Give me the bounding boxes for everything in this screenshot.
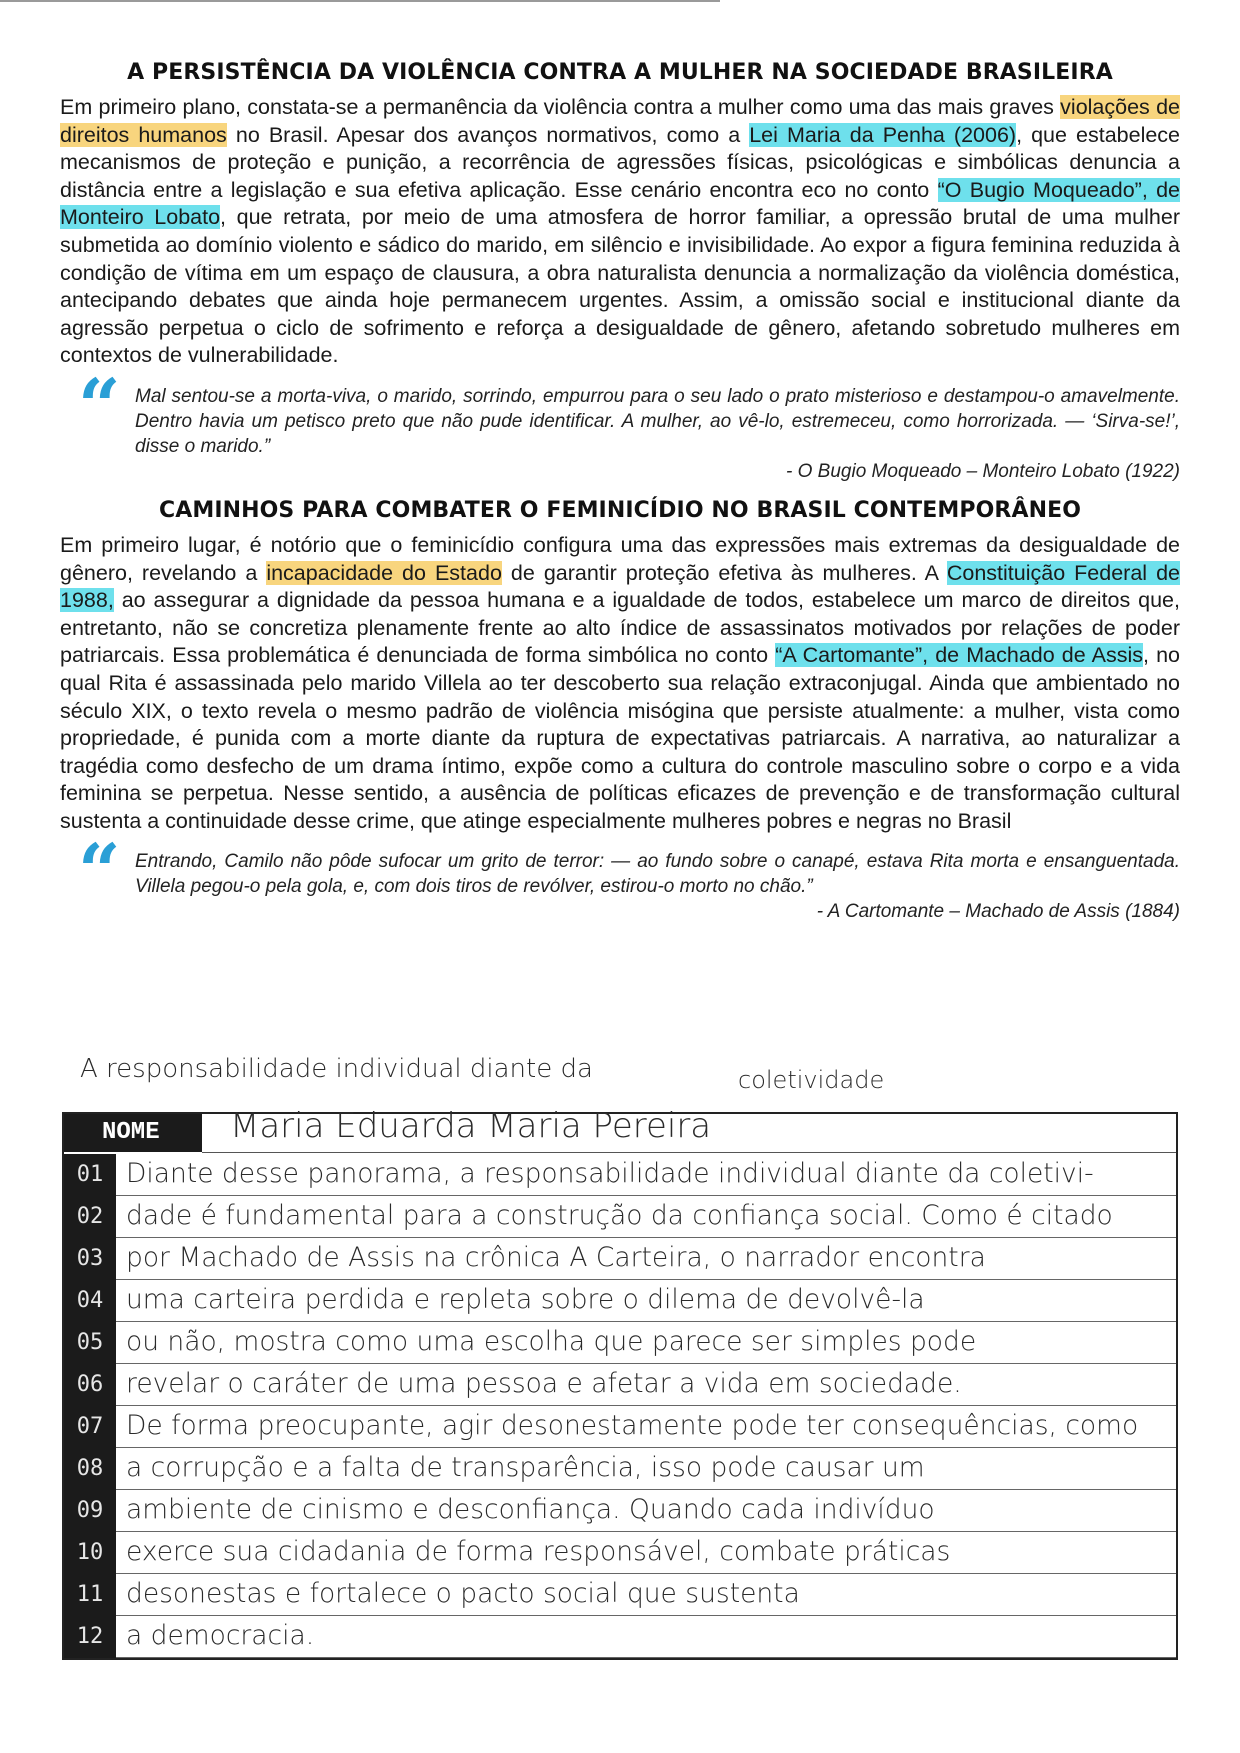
handwritten-heading: A responsabilidade individual diante da — [80, 1054, 593, 1084]
s1-text-a: Em primeiro plano, constata-se a permanência da violência contra a mulher como uma das mais graves — [60, 95, 1061, 119]
line-rule — [116, 1657, 1176, 1658]
s2-text-c: ao assegurar a dignidade da pessoa humana e a igualdade de todos, estabelece um marco de direitos que, entretanto, não se concretiza plenamente frente ao alto índice de assassinatos motivados por relações de poder patriarcais. Essa problemática é denunciada de forma simbólica no conto — [60, 588, 1180, 668]
s2-text-a: Em primeiro lugar, é notório que o feminicídio configura uma das expressões mais extremas da desigualdade de gênero, revelando a — [60, 532, 1180, 585]
handwritten-heading-continuation: coletividade — [738, 1066, 885, 1094]
answer-line[interactable] — [64, 1490, 1176, 1532]
document-page — [60, 60, 1180, 938]
section1-title: A PERSISTÊNCIA DA VIOLÊNCIA CONTRA A MULHER NA SOCIEDADE BRASILEIRA — [127, 60, 1113, 85]
line-number: 02 — [76, 1204, 104, 1229]
s1-highlight-2: Lei Maria da Penha (2006) — [749, 122, 1017, 147]
section2-quote-text: Entrando, Camilo não pôde sufocar um grito de terror: — ao fundo sobre o canapé, estava Rita morta e ensanguentada. Villela pegou-o pela gola, e, com dois tiros de revólver, estirou-o morto no chão.” — [135, 851, 1180, 898]
line-number: 06 — [76, 1372, 104, 1397]
section1-quote — [60, 363, 1180, 484]
line-number: 12 — [76, 1624, 104, 1649]
section1-quote-text: Mal sentou-se a morta-viva, o marido, sorrindo, empurrou para o seu lado o prato misterioso e destampou-o amavelmente. Dentro havia um petisco preto que não pude identificar. A mulher, ao vê-lo, estremeceu, como horrorizada. — ‘Sirva-se!’, disse o marido.” — [135, 385, 1180, 457]
answer-line[interactable] — [64, 1322, 1176, 1364]
answer-line[interactable] — [64, 1532, 1176, 1574]
line-number: 05 — [76, 1330, 104, 1355]
line-number: 08 — [76, 1456, 104, 1481]
s2-highlight-3: “A Cartomante”, de Machado de Assis — [775, 643, 1143, 668]
handwritten-line-text: por Machado de Assis na crônica A Carteira, o narrador encontra — [126, 1242, 986, 1273]
handwritten-line-text: ambiente de cinismo e desconfiança. Quando cada indivíduo — [126, 1494, 935, 1525]
s2-text-d: , no qual Rita é assassinada pelo marido Villela ao ter descoberto sua relação extraconjugal. Ainda que ambientado no século XIX, o texto revela o mesmo padrão de violência misógina que persiste atualmente: a mulher, vista como propriedade, é punida com a morte diante da ruptura de expectativas patriarcais. A narrativa, ao naturalizar a tragédia como desfecho de um drama íntimo, expõe como a cultura do controle masculino sobre o corpo e a vida feminina se perpetua. Nesse sentido, a ausência de políticas eficazes de prevenção e de transformação cultural sustenta a continuidade desse crime, que atinge especialmente mulheres pobres e negras no Brasil — [60, 643, 1180, 833]
handwritten-line-text: revelar o caráter de uma pessoa e afetar a vida em sociedade. — [126, 1368, 962, 1399]
answer-line[interactable] — [64, 1406, 1176, 1448]
handwritten-line-text: a corrupção e a falta de transparência, isso pode causar um — [126, 1452, 925, 1483]
answer-sheet — [62, 1106, 1178, 1660]
quote-mark-icon: “ — [78, 829, 121, 916]
s1-highlight-1: violações de direitos humanos — [60, 95, 1180, 147]
handwritten-line-text: dade é fundamental para a construção da confiança social. Como é citado — [126, 1200, 1113, 1231]
s1-highlight-3: “O Bugio Moqueado”, de Monteiro Lobato — [60, 177, 1181, 230]
s1-text-b: no Brasil. Apesar dos avanços normativos, como a — [226, 122, 750, 147]
handwritten-line-text: uma carteira perdida e repleta sobre o dilema de devolvê-la — [126, 1284, 925, 1315]
name-value[interactable]: Maria Eduarda Maria Pereira — [230, 1106, 712, 1146]
section2-quote-source: - A Cartomante – Machado de Assis (1884) — [816, 901, 1180, 923]
answer-line[interactable] — [64, 1154, 1176, 1196]
handwritten-line-text: desonestas e fortalece o pacto social que sustenta — [126, 1578, 800, 1609]
s2-highlight-2: Constituição Federal de 1988, — [60, 560, 1180, 613]
answer-line[interactable] — [64, 1280, 1176, 1322]
s2-text-b: de garantir proteção efetiva às mulheres. A — [501, 560, 947, 585]
line-number: 04 — [76, 1288, 104, 1313]
s2-highlight-1: incapacidade do Estado — [266, 560, 502, 585]
section1-quote-source: - O Bugio Moqueado – Monteiro Lobato (1922) — [786, 460, 1180, 482]
line-number: 09 — [76, 1498, 104, 1523]
handwritten-line-text: Diante desse panorama, a responsabilidade individual diante da coletivi- — [126, 1158, 1094, 1189]
handwritten-line-text: De forma preocupante, agir desonestamente pode ter consequências, como — [126, 1410, 1139, 1441]
answer-line[interactable] — [64, 1616, 1176, 1658]
s1-text-c: , que estabelece mecanismos de proteção e punição, a recorrência de agressões físicas, psicológicas e simbólicas denuncia a distância entre a legislação e sua efetiva aplicação. Esse cenário encontra eco no conto — [60, 122, 1181, 202]
line-number: 07 — [76, 1414, 104, 1439]
name-underline — [202, 1152, 1176, 1153]
s1-text-d: , que retrata, por meio de uma atmosfera de horror familiar, a opressão brutal de uma mulher submetida ao domínio violento e sádico do marido, em silêncio e invisibilidade. Ao expor a figura feminina reduzida à condição de vítima em um espaço de clausura, a obra naturalista denuncia a normalização da violência doméstica, antecipando debates que ainda hoje permanecem urgentes. Assim, a omissão social e institucional diante da agressão perpetua o ciclo de sofrimento e reforça a desigualdade de gênero, afetando sobretudo mulheres em contextos de vulnerabilidade. — [60, 205, 1180, 368]
section1-paragraph — [60, 94, 1180, 370]
handwritten-line-text: exerce sua cidadania de forma responsável, combate práticas — [126, 1536, 951, 1567]
line-number: 01 — [76, 1162, 104, 1187]
section2-paragraph — [60, 532, 1180, 836]
answer-line[interactable] — [64, 1196, 1176, 1238]
answer-line[interactable] — [64, 1448, 1176, 1490]
handwritten-line-text: a democracia. — [126, 1620, 315, 1651]
answer-line[interactable] — [64, 1574, 1176, 1616]
line-number: 03 — [76, 1246, 104, 1271]
top-rule — [0, 0, 720, 2]
section2-title: CAMINHOS PARA COMBATER O FEMINICÍDIO NO BRASIL CONTEMPORÂNEO — [158, 497, 1082, 523]
name-label: NOME — [64, 1114, 202, 1152]
name-row — [64, 1106, 1176, 1154]
answer-line[interactable] — [64, 1364, 1176, 1406]
line-number: 11 — [76, 1582, 104, 1607]
quote-mark-icon: “ — [78, 363, 121, 450]
section2-quote — [60, 829, 1180, 924]
answer-line[interactable] — [64, 1238, 1176, 1280]
line-number: 10 — [76, 1540, 104, 1565]
handwritten-line-text: ou não, mostra como uma escolha que parece ser simples pode — [126, 1326, 977, 1357]
